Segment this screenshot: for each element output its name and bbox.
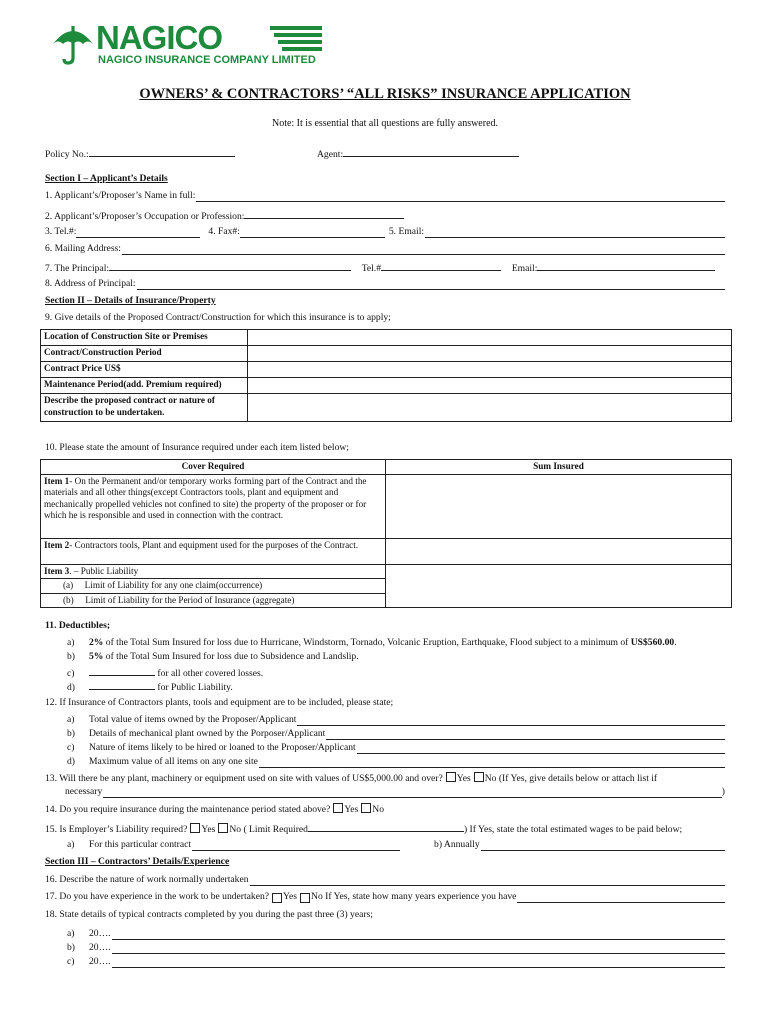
form-title: OWNERS’ & CONTRACTORS’ “ALL RISKS” INSURANCE APPLICATION	[139, 86, 631, 102]
q15-yes-checkbox[interactable]	[190, 823, 200, 833]
q12d-field[interactable]	[259, 757, 725, 768]
policy-no-label: Policy No.:	[45, 149, 89, 160]
section-1-heading: Section I – Applicant’s Details	[45, 173, 168, 184]
section-2-heading: Section II – Details of Insurance/Property	[45, 295, 216, 306]
principal-email-field[interactable]	[537, 260, 715, 271]
q7-label: 7. The Principal:	[45, 263, 110, 274]
q13-cont-row: necessary )	[65, 786, 725, 797]
logo-wordmark: NAGICO	[96, 19, 222, 56]
q13-no-label: No (If Yes, give details below or attach list if	[484, 773, 658, 784]
q13-label: 13. Will there be any plant, machinery or equipment used on site with values of US$5,000.00 and over?	[45, 773, 443, 784]
q12b-label: Details of mechanical plant owned by the Porposer/Applicant	[89, 728, 326, 739]
deductible-d-text: for Public Liability.	[157, 682, 233, 693]
q2-label: 2. Applicant’s/Proposer’s Occupation or Profession:	[45, 211, 245, 222]
q14-no-checkbox[interactable]	[361, 803, 371, 813]
item-3-cell	[41, 564, 386, 579]
principal-address-field[interactable]	[137, 279, 725, 290]
company-name: NAGICO INSURANCE COMPANY LIMITED	[98, 54, 316, 66]
q13-details-field[interactable]	[103, 787, 722, 798]
deductible-b: b) 5% of the Total Sum Insured for loss due to Subsidence and Landslip.	[67, 651, 359, 662]
deductible-c: c) for all other covered losses.	[45, 665, 725, 680]
item-1-sum-field[interactable]	[386, 474, 732, 538]
item-1-label: Item 1	[44, 475, 70, 486]
q16-field[interactable]	[250, 875, 725, 886]
q15b-label: b) Annually	[434, 839, 480, 850]
q16-label: 16. Describe the nature of work normally undertaken	[45, 874, 249, 885]
q13-row	[45, 772, 725, 785]
table1-field[interactable]	[248, 346, 732, 362]
table1-field[interactable]	[248, 394, 732, 422]
deductible-d-field[interactable]	[89, 679, 155, 690]
item-1-text: - On the Permanent and/or temporary works forming part of the Contract and the materials and all other things(except Contractors tools, plant and equipment and mechanically propelled vehicles not confined to site) the property of the proposer or for which he is responsible and used in connection with the contract.	[44, 475, 367, 520]
q15-limit-field[interactable]	[308, 821, 464, 832]
principal-email-label: Email:	[511, 263, 538, 274]
table1-label: Contract/Construction Period	[41, 346, 248, 362]
deductible-a: a) 2% of the Total Sum Insured for loss due to Hurricane, Windstorm, Tornado, Volcanic Eruption, Earthquake, Flood subject to a minimum of US$560.00.	[67, 637, 677, 648]
q5-label: 5. Email:	[388, 226, 425, 237]
q17-yes-checkbox[interactable]	[272, 893, 282, 903]
table1-label: Contract Price US$	[41, 362, 248, 378]
item-1-cell	[41, 474, 386, 538]
q12c-row: c) Nature of items likely to be hired or loaned to the Proposer/Applicant	[45, 742, 725, 754]
email-field[interactable]	[425, 227, 725, 238]
q13-yes-label: Yes	[456, 773, 471, 784]
q14-row	[45, 803, 725, 816]
q14-no-label: No	[372, 804, 385, 815]
q12d-row: d) Maximum value of all items on any one site	[45, 756, 725, 768]
q12b-field[interactable]	[326, 729, 725, 740]
q6-row	[45, 243, 725, 255]
table1-field[interactable]	[248, 330, 732, 346]
q1-row	[45, 190, 725, 202]
table1-field[interactable]	[248, 362, 732, 378]
q14-yes-checkbox[interactable]	[333, 803, 343, 813]
q17-years-field[interactable]	[517, 892, 725, 903]
q12b-row: b) Details of mechanical plant owned by the Porposer/Applicant	[45, 728, 725, 740]
q15a-field[interactable]	[192, 840, 400, 851]
q18c-year: 20….	[89, 956, 111, 967]
company-logo	[50, 20, 330, 70]
q12a-row: a) Total value of items owned by the Proposer/Applicant	[45, 714, 725, 726]
table1-label: Location of Construction Site or Premises	[41, 330, 248, 346]
policy-no-field[interactable]	[89, 146, 235, 157]
principal-tel-label: Tel.#	[361, 263, 381, 274]
form-note: Note: It is essential that all questions are fully answered.	[271, 118, 499, 129]
table1-label: Describe the proposed contract or nature of construction to be undertaken.	[41, 394, 248, 422]
contract-details-table	[40, 329, 732, 422]
mailing-address-field[interactable]	[122, 244, 725, 255]
table1-label: Maintenance Period(add. Premium required)	[41, 378, 248, 394]
q15-row	[45, 821, 725, 836]
q13-no-checkbox[interactable]	[474, 772, 484, 782]
deductible-a-min: US$560.00	[630, 637, 675, 648]
deductible-b-text: of the Total Sum Insured for loss due to Subsidence and Landslip.	[103, 651, 359, 662]
item-3a: (a) Limit of Liability for any one claim(occurrence)	[41, 579, 386, 594]
principal-tel-field[interactable]	[381, 260, 501, 271]
q12a-label: Total value of items owned by the Proposer/Applicant	[89, 714, 297, 725]
q18-label: 18. State details of typical contracts completed by you during the past three (3) years;	[45, 909, 373, 920]
q2-row	[45, 208, 725, 223]
deductible-d: d) for Public Liability.	[45, 679, 725, 694]
item-2-label: Item 2	[44, 539, 70, 550]
q4-label: 4. Fax#:	[208, 226, 240, 237]
q1-label: 1. Applicant’s/Proposer’s Name in full:	[45, 190, 196, 201]
q6-label: 6. Mailing Address:	[45, 243, 121, 254]
section-3-heading: Section III – Contractors’ Details/Experience	[45, 856, 230, 867]
deductible-b-pct: 5%	[89, 651, 104, 662]
q15-wages-row: a) For this particular contract b) Annually	[45, 839, 725, 851]
q18b-year: 20….	[89, 942, 111, 953]
q15b-field[interactable]	[481, 840, 725, 851]
q18b-field[interactable]	[112, 943, 725, 954]
q17-row	[45, 891, 725, 903]
q2-field[interactable]	[244, 208, 404, 219]
q15-yes-label: Yes	[201, 824, 216, 835]
q15-no-label: No ( Limit Required	[229, 824, 308, 835]
q14-yes-label: Yes	[344, 804, 359, 815]
q14-label: 14. Do you require insurance during the maintenance period stated above?	[45, 804, 331, 815]
q13-cont-label: necessary	[65, 786, 103, 797]
q12c-field[interactable]	[357, 743, 725, 754]
q10-label: 10. Please state the amount of Insurance required under each item listed below;	[45, 442, 349, 453]
cover-required-header: Cover Required	[41, 460, 386, 475]
deductible-c-field[interactable]	[89, 665, 155, 676]
tel-field[interactable]	[76, 227, 200, 238]
deductible-c-text: for all other covered losses.	[157, 668, 264, 679]
q18a-year: 20….	[89, 928, 111, 939]
fax-field[interactable]	[240, 227, 385, 238]
q15a-label: For this particular contract	[89, 839, 192, 850]
q17-no-checkbox[interactable]	[300, 893, 310, 903]
q8-label: 8. Address of Principal:	[45, 278, 136, 289]
item-3-sum-field[interactable]	[386, 564, 732, 608]
deductible-a-text: of the Total Sum Insured for loss due to Hurricane, Windstorm, Tornado, Volcanic Eruption, Earthquake, Flood subject to a minimum of	[103, 637, 631, 648]
q18c-field[interactable]	[112, 957, 725, 968]
q1-field[interactable]	[196, 191, 725, 202]
q18a-row: a) 20….	[45, 928, 725, 940]
item-3-text: . – Public Liability	[69, 565, 139, 576]
q12d-label: Maximum value of all items on any one site	[89, 756, 258, 767]
q12-label: 12. If Insurance of Contractors plants, tools and equipment are to be included, please state;	[45, 697, 394, 708]
logo-stripes	[270, 26, 322, 52]
q18b-row: b) 20….	[45, 942, 725, 954]
cover-table	[40, 459, 732, 608]
q18c-row: c) 20….	[45, 956, 725, 968]
q17-no-label: No If Yes, state how many years experience you have	[311, 891, 517, 902]
q3-5-row	[45, 226, 725, 238]
sum-insured-header: Sum Insured	[386, 460, 732, 475]
q12a-field[interactable]	[297, 715, 725, 726]
principal-field[interactable]	[109, 260, 351, 271]
q15-no-checkbox[interactable]	[218, 823, 228, 833]
umbrella-icon	[50, 20, 96, 66]
q18a-field[interactable]	[112, 929, 725, 940]
item-3-label: Item 3	[44, 565, 70, 576]
q17-label: 17. Do you have experience in the work to be undertaken?	[45, 891, 270, 902]
q16-row	[45, 874, 725, 886]
q8-row	[45, 278, 725, 290]
q11-label: 11. Deductibles;	[45, 620, 111, 631]
q13-yes-checkbox[interactable]	[446, 772, 456, 782]
agent-field[interactable]	[343, 146, 519, 157]
item-2-cell	[41, 538, 386, 564]
q17-yes-label: Yes	[283, 891, 298, 902]
q12c-label: Nature of items likely to be hired or loaned to the Proposer/Applicant	[89, 742, 356, 753]
q9-label: 9. Give details of the Proposed Contract/Construction for which this insurance is to apply;	[45, 312, 391, 323]
deductible-a-pct: 2%	[89, 637, 104, 648]
item-2-text: - Contractors tools, Plant and equipment used for the purposes of the Contract.	[69, 539, 359, 550]
agent-label: Agent:	[317, 149, 344, 160]
q7-row	[45, 260, 725, 275]
q15-tail: ) If Yes, state the total estimated wages to be paid below;	[463, 824, 683, 835]
table1-field[interactable]	[248, 378, 732, 394]
q3-label: 3. Tel.#:	[45, 226, 77, 237]
item-2-sum-field[interactable]	[386, 538, 732, 564]
policy-agent-row	[45, 146, 725, 161]
q15-label: 15. Is Employer’s Liability required?	[45, 824, 188, 835]
item-3b: (b) Limit of Liability for the Period of Insurance (aggregate)	[41, 593, 386, 608]
